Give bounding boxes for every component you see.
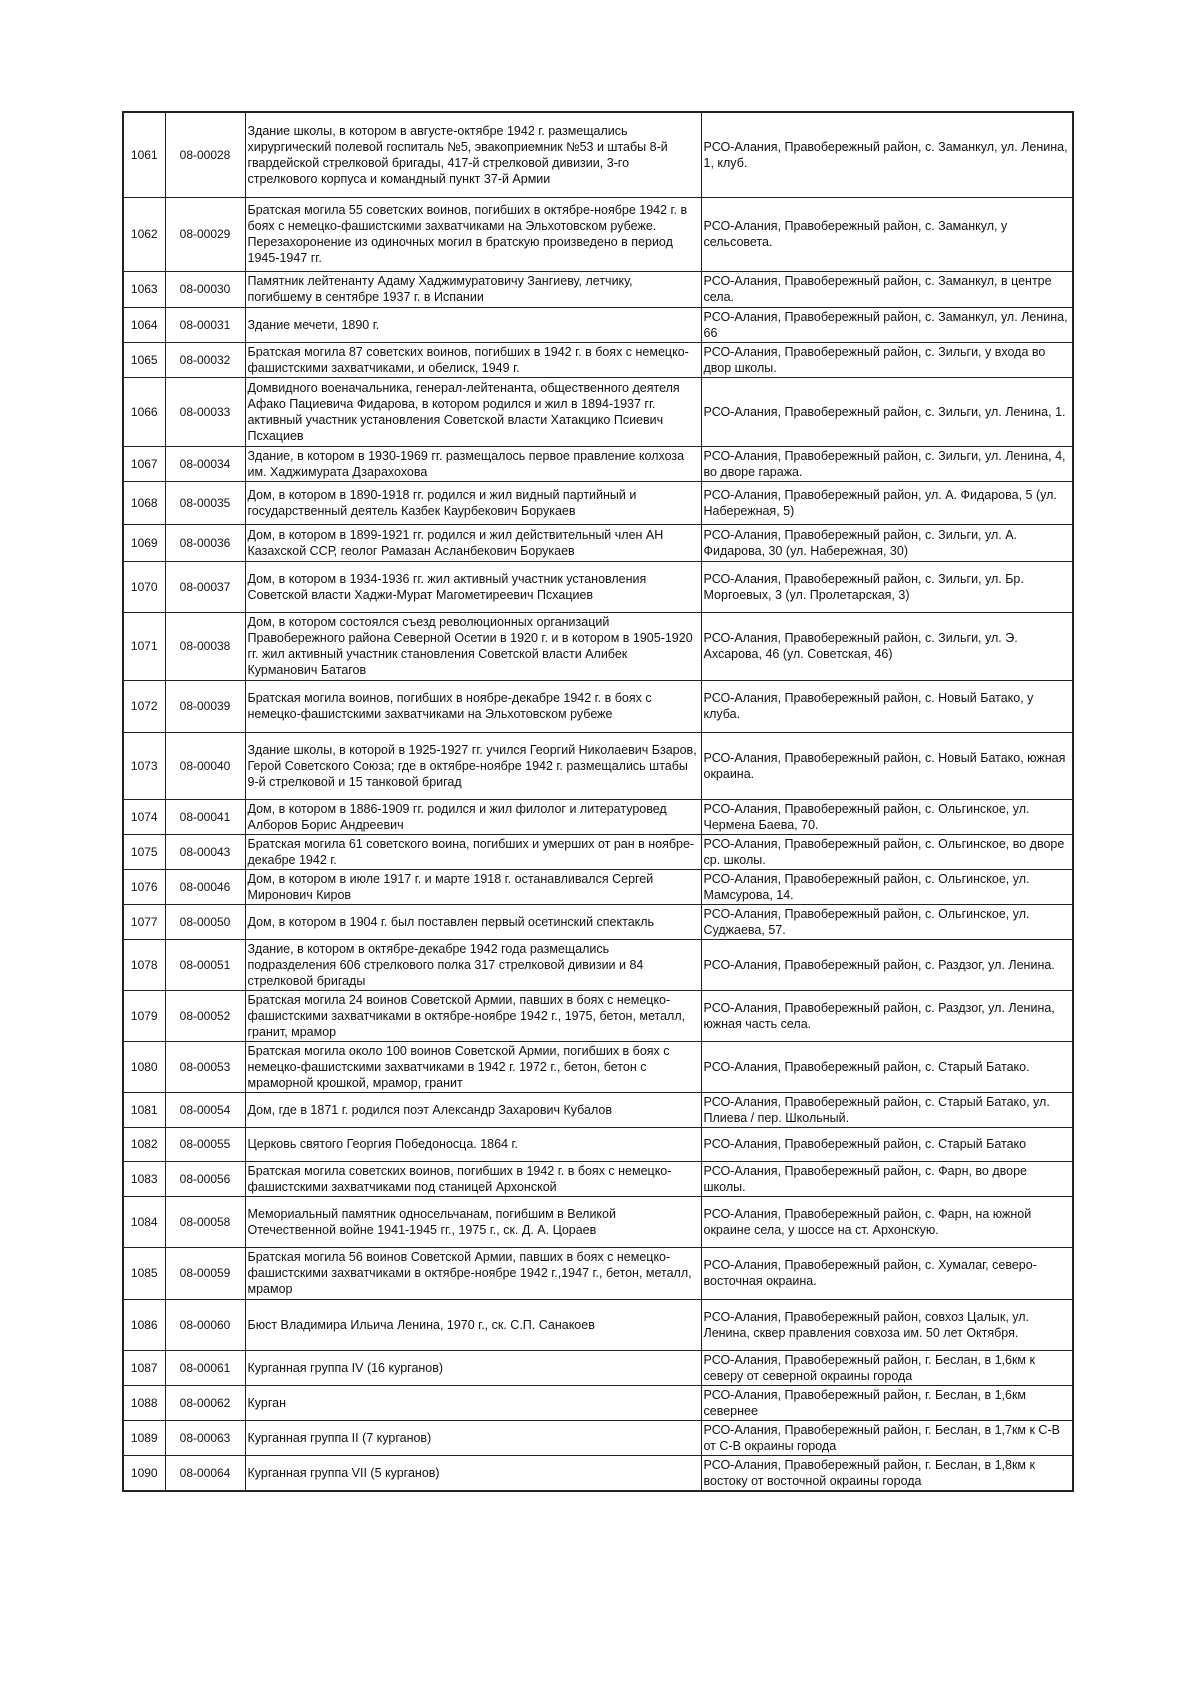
monument-address: РСО-Алания, Правобережный район, с. Новый Батако, у клуба. (701, 680, 1073, 732)
monument-address: РСО-Алания, Правобережный район, с. Зильги, ул. А. Фидарова, 30 (ул. Набережная, 30) (701, 524, 1073, 561)
monument-name: Курганная группа IV (16 курганов) (245, 1350, 701, 1385)
monument-name: Братская могила 24 воинов Советской Армии, павших в боях с немецко-фашистскими захватчиками в октябре-ноябре 1942 г., 1975, бетон, металл, гранит, мрамор (245, 990, 701, 1041)
monument-address: РСО-Алания, Правобережный район, с. Ольгинское, ул. Мамсурова, 14. (701, 869, 1073, 904)
monument-address: РСО-Алания, Правобережный район, г. Беслан, в 1,6км севернее (701, 1385, 1073, 1420)
monument-name: Братская могила около 100 воинов Советской Армии, погибших в боях с немецко-фашистскими захватчиками в 1942 г. 1972 г., бетон, бетон с мраморной крошкой, мрамор, гранит (245, 1041, 701, 1092)
row-number: 1085 (123, 1247, 165, 1299)
row-number: 1072 (123, 680, 165, 732)
monument-address: РСО-Алания, Правобережный район, с. Зильги, ул. Э. Ахсарова, 46 (ул. Советская, 46) (701, 612, 1073, 680)
monument-address: РСО-Алания, Правобережный район, г. Беслан, в 1,6км к северу от северной окраины города (701, 1350, 1073, 1385)
monument-name: Дом, в котором в 1934-1936 гг. жил активный участник установления Советской власти Хаджи-Мурат Магометиреевич Псхациев (245, 561, 701, 612)
registry-code: 08-00059 (165, 1247, 245, 1299)
row-number: 1080 (123, 1041, 165, 1092)
row-number: 1088 (123, 1385, 165, 1420)
registry-code: 08-00034 (165, 446, 245, 481)
monument-name: Курганная группа VII (5 курганов) (245, 1455, 701, 1491)
table-row (123, 481, 1073, 524)
row-number: 1090 (123, 1455, 165, 1491)
table-row (123, 869, 1073, 904)
row-number: 1077 (123, 904, 165, 939)
monument-name: Братская могила воинов, погибших в ноябре-декабре 1942 г. в боях с немецко-фашистскими захватчиками на Эльхотовском рубеже (245, 680, 701, 732)
table-row (123, 1161, 1073, 1196)
table-row (123, 197, 1073, 271)
monument-address: РСО-Алания, Правобережный район, с. Старый Батако (701, 1127, 1073, 1161)
table-row (123, 990, 1073, 1041)
monument-address: РСО-Алания, Правобережный район, с. Раздзог, ул. Ленина, южная часть села. (701, 990, 1073, 1041)
monument-name: Дом, в котором в 1886-1909 гг. родился и жил филолог и литературовед Алборов Борис Андреевич (245, 799, 701, 834)
row-number: 1070 (123, 561, 165, 612)
table-row (123, 1092, 1073, 1127)
registry-code: 08-00046 (165, 869, 245, 904)
monument-address: РСО-Алания, Правобережный район, ул. А. Фидарова, 5 (ул. Набережная, 5) (701, 481, 1073, 524)
row-number: 1075 (123, 834, 165, 869)
monument-address: РСО-Алания, Правобережный район, с. Зильги, ул. Ленина, 4, во дворе гаража. (701, 446, 1073, 481)
monument-address: РСО-Алания, Правобережный район, с. Ольгинское, ул. Суджаева, 57. (701, 904, 1073, 939)
table-row (123, 271, 1073, 307)
row-number: 1087 (123, 1350, 165, 1385)
registry-code: 08-00035 (165, 481, 245, 524)
monument-name: Братская могила советских воинов, погибших в 1942 г. в боях с немецко-фашистскими захватчиками под станицей Архонской (245, 1161, 701, 1196)
row-number: 1062 (123, 197, 165, 271)
table-row (123, 1350, 1073, 1385)
table-row (123, 732, 1073, 799)
registry-code: 08-00056 (165, 1161, 245, 1196)
row-number: 1064 (123, 307, 165, 342)
monument-address: РСО-Алания, Правобережный район, с. Новый Батако, южная окраина. (701, 732, 1073, 799)
registry-code: 08-00063 (165, 1420, 245, 1455)
row-number: 1061 (123, 112, 165, 197)
monument-name: Дом, в котором в 1904 г. был поставлен первый осетинский спектакль (245, 904, 701, 939)
registry-code: 08-00041 (165, 799, 245, 834)
table-row (123, 1196, 1073, 1247)
table-row (123, 834, 1073, 869)
table-row (123, 446, 1073, 481)
monument-address: РСО-Алания, Правобережный район, с. Заманкул, ул. Ленина, 1, клуб. (701, 112, 1073, 197)
row-number: 1078 (123, 939, 165, 990)
monuments-table-body (123, 112, 1073, 1491)
monument-address: РСО-Алания, Правобережный район, с. Старый Батако. (701, 1041, 1073, 1092)
monument-name: Дом, в котором в 1890-1918 гг. родился и жил видный партийный и государственный деятель Казбек Каурбекович Борукаев (245, 481, 701, 524)
monument-name: Курган (245, 1385, 701, 1420)
row-number: 1089 (123, 1420, 165, 1455)
table-row (123, 524, 1073, 561)
monument-address: РСО-Алания, Правобережный район, г. Беслан, в 1,8км к востоку от восточной окраины города (701, 1455, 1073, 1491)
registry-code: 08-00036 (165, 524, 245, 561)
monument-address: РСО-Алания, Правобережный район, с. Старый Батако, ул. Плиева / пер. Школьный. (701, 1092, 1073, 1127)
row-number: 1065 (123, 342, 165, 377)
registry-code: 08-00029 (165, 197, 245, 271)
table-row (123, 342, 1073, 377)
table-row (123, 377, 1073, 446)
row-number: 1083 (123, 1161, 165, 1196)
monument-name: Дом, в котором состоялся съезд революционных организаций Правобережного района Северной Осетии в 1920 г. и в котором в 1905-1920 гг. жил активный участник становления Советской власти Алибек Курманович Батагов (245, 612, 701, 680)
row-number: 1071 (123, 612, 165, 680)
row-number: 1066 (123, 377, 165, 446)
registry-code: 08-00064 (165, 1455, 245, 1491)
monument-address: РСО-Алания, Правобережный район, с. Заманкул, ул. Ленина, 66 (701, 307, 1073, 342)
registry-code: 08-00028 (165, 112, 245, 197)
registry-code: 08-00037 (165, 561, 245, 612)
monument-name: Дом, в котором в 1899-1921 гг. родился и жил действительный член АН Казахской ССР, геолог Рамазан Асланбекович Борукаев (245, 524, 701, 561)
table-row (123, 1247, 1073, 1299)
registry-code: 08-00060 (165, 1299, 245, 1350)
monument-name: Здание, в котором в октябре-декабре 1942 года размещались подразделения 606 стрелкового полка 317 стрелковой дивизии и 84 стрелковой бригады (245, 939, 701, 990)
monument-name: Братская могила 87 советских воинов, погибших в 1942 г. в боях с немецко-фашистскими захватчиками, и обелиск, 1949 г. (245, 342, 701, 377)
monument-name: Мемориальный памятник односельчанам, погибшим в Великой Отечественной войне 1941-1945 гг., 1975 г., ск. Д. А. Цораев (245, 1196, 701, 1247)
row-number: 1073 (123, 732, 165, 799)
monument-address: РСО-Алания, Правобережный район, с. Зильги, ул. Ленина, 1. (701, 377, 1073, 446)
registry-code: 08-00053 (165, 1041, 245, 1092)
table-row (123, 112, 1073, 197)
registry-code: 08-00039 (165, 680, 245, 732)
monument-name: Братская могила 61 советского воина, погибших и умерших от ран в ноябре-декабре 1942 г. (245, 834, 701, 869)
row-number: 1086 (123, 1299, 165, 1350)
table-row (123, 1385, 1073, 1420)
monument-address: РСО-Алания, Правобережный район, с. Ольгинское, ул. Чермена Баева, 70. (701, 799, 1073, 834)
registry-code: 08-00031 (165, 307, 245, 342)
table-row (123, 1041, 1073, 1092)
monument-name: Церковь святого Георгия Победоносца. 1864 г. (245, 1127, 701, 1161)
monument-name: Братская могила 55 советских воинов, погибших в октябре-ноябре 1942 г. в боях с немецко-фашистскими захватчиками на Эльхотовском рубеже. Перезахоронение из одиночных могил в братскую произведено в период 1945-1947 гг. (245, 197, 701, 271)
row-number: 1074 (123, 799, 165, 834)
registry-code: 08-00051 (165, 939, 245, 990)
monument-address: РСО-Алания, Правобережный район, с. Зильги, ул. Бр. Моргоевых, 3 (ул. Пролетарская, 3) (701, 561, 1073, 612)
monument-name: Дом, где в 1871 г. родился поэт Александр Захарович Кубалов (245, 1092, 701, 1127)
monument-name: Здание, в котором в 1930-1969 гг. размещалось первое правление колхоза им. Хаджимурата Дзарахохова (245, 446, 701, 481)
monument-name: Памятник лейтенанту Адаму Хаджимуратовичу Зангиеву, летчику, погибшему в сентябре 1937 г. в Испании (245, 271, 701, 307)
monument-name: Здание школы, в которой в 1925-1927 гг. учился Георгий Николаевич Бзаров, Герой Советского Союза; где в октябре-ноябре 1942 г. размещались штабы 9-й стрелковой и 15 танковой бригад (245, 732, 701, 799)
registry-code: 08-00043 (165, 834, 245, 869)
monument-address: РСО-Алания, Правобережный район, г. Беслан, в 1,7км к С-В от С-В окраины города (701, 1420, 1073, 1455)
monument-address: РСО-Алания, Правобережный район, с. Зильги, у входа во двор школы. (701, 342, 1073, 377)
row-number: 1063 (123, 271, 165, 307)
registry-code: 08-00032 (165, 342, 245, 377)
row-number: 1084 (123, 1196, 165, 1247)
monument-address: РСО-Алания, Правобережный район, с. Хумалаг, северо-восточная окраина. (701, 1247, 1073, 1299)
table-row (123, 680, 1073, 732)
monument-address: РСО-Алания, Правобережный район, с. Ольгинское, во дворе ср. школы. (701, 834, 1073, 869)
table-row (123, 307, 1073, 342)
registry-code: 08-00038 (165, 612, 245, 680)
row-number: 1082 (123, 1127, 165, 1161)
monument-name: Братская могила 56 воинов Советской Армии, павших в боях с немецко-фашистскими захватчиками в октябре-ноябре 1942 г.,1947 г., бетон, металл, мрамор (245, 1247, 701, 1299)
monument-name: Здание мечети, 1890 г. (245, 307, 701, 342)
table-row (123, 904, 1073, 939)
registry-code: 08-00033 (165, 377, 245, 446)
registry-code: 08-00062 (165, 1385, 245, 1420)
registry-code: 08-00055 (165, 1127, 245, 1161)
row-number: 1067 (123, 446, 165, 481)
table-row (123, 1455, 1073, 1491)
monument-name: Курганная группа II (7 курганов) (245, 1420, 701, 1455)
registry-code: 08-00054 (165, 1092, 245, 1127)
monument-address: РСО-Алания, Правобережный район, с. Раздзог, ул. Ленина. (701, 939, 1073, 990)
table-row (123, 1299, 1073, 1350)
monument-name: Бюст Владимира Ильича Ленина, 1970 г., ск. С.П. Санакоев (245, 1299, 701, 1350)
monument-name: Дом, в котором в июле 1917 г. и марте 1918 г. останавливался Сергей Миронович Киров (245, 869, 701, 904)
monument-address: РСО-Алания, Правобережный район, с. Фарн, на южной окраине села, у шоссе на ст. Архонскую. (701, 1196, 1073, 1247)
registry-code: 08-00052 (165, 990, 245, 1041)
monument-name: Домвидного военачальника, генерал-лейтенанта, общественного деятеля Афако Пациевича Фидарова, в котором родился и жил в 1894-1937 гг. активный участник установления Советской власти Хатакцико Псиевич Псхациев (245, 377, 701, 446)
monument-address: РСО-Алания, Правобережный район, совхоз Цалык, ул. Ленина, сквер правления совхоза им. 50 лет Октября. (701, 1299, 1073, 1350)
table-row (123, 1420, 1073, 1455)
monument-address: РСО-Алания, Правобережный район, с. Фарн, во дворе школы. (701, 1161, 1073, 1196)
table-row (123, 612, 1073, 680)
monument-address: РСО-Алания, Правобережный район, с. Заманкул, у сельсовета. (701, 197, 1073, 271)
table-row (123, 799, 1073, 834)
registry-code: 08-00061 (165, 1350, 245, 1385)
table-row (123, 939, 1073, 990)
row-number: 1081 (123, 1092, 165, 1127)
registry-code: 08-00058 (165, 1196, 245, 1247)
row-number: 1068 (123, 481, 165, 524)
registry-code: 08-00040 (165, 732, 245, 799)
monument-address: РСО-Алания, Правобережный район, с. Заманкул, в центре села. (701, 271, 1073, 307)
registry-code: 08-00050 (165, 904, 245, 939)
monument-name: Здание школы, в котором в августе-октябре 1942 г. размещались хирургический полевой госпиталь №5, эвакоприемник №53 и штабы 8-й гвардейской стрелковой бригады, 417-й стрелковой дивизии, 3-го стрелкового корпуса и командный пункт 37-й Армии (245, 112, 701, 197)
registry-code: 08-00030 (165, 271, 245, 307)
table-row (123, 561, 1073, 612)
row-number: 1079 (123, 990, 165, 1041)
table-row (123, 1127, 1073, 1161)
row-number: 1076 (123, 869, 165, 904)
monuments-table (122, 111, 1074, 1492)
row-number: 1069 (123, 524, 165, 561)
